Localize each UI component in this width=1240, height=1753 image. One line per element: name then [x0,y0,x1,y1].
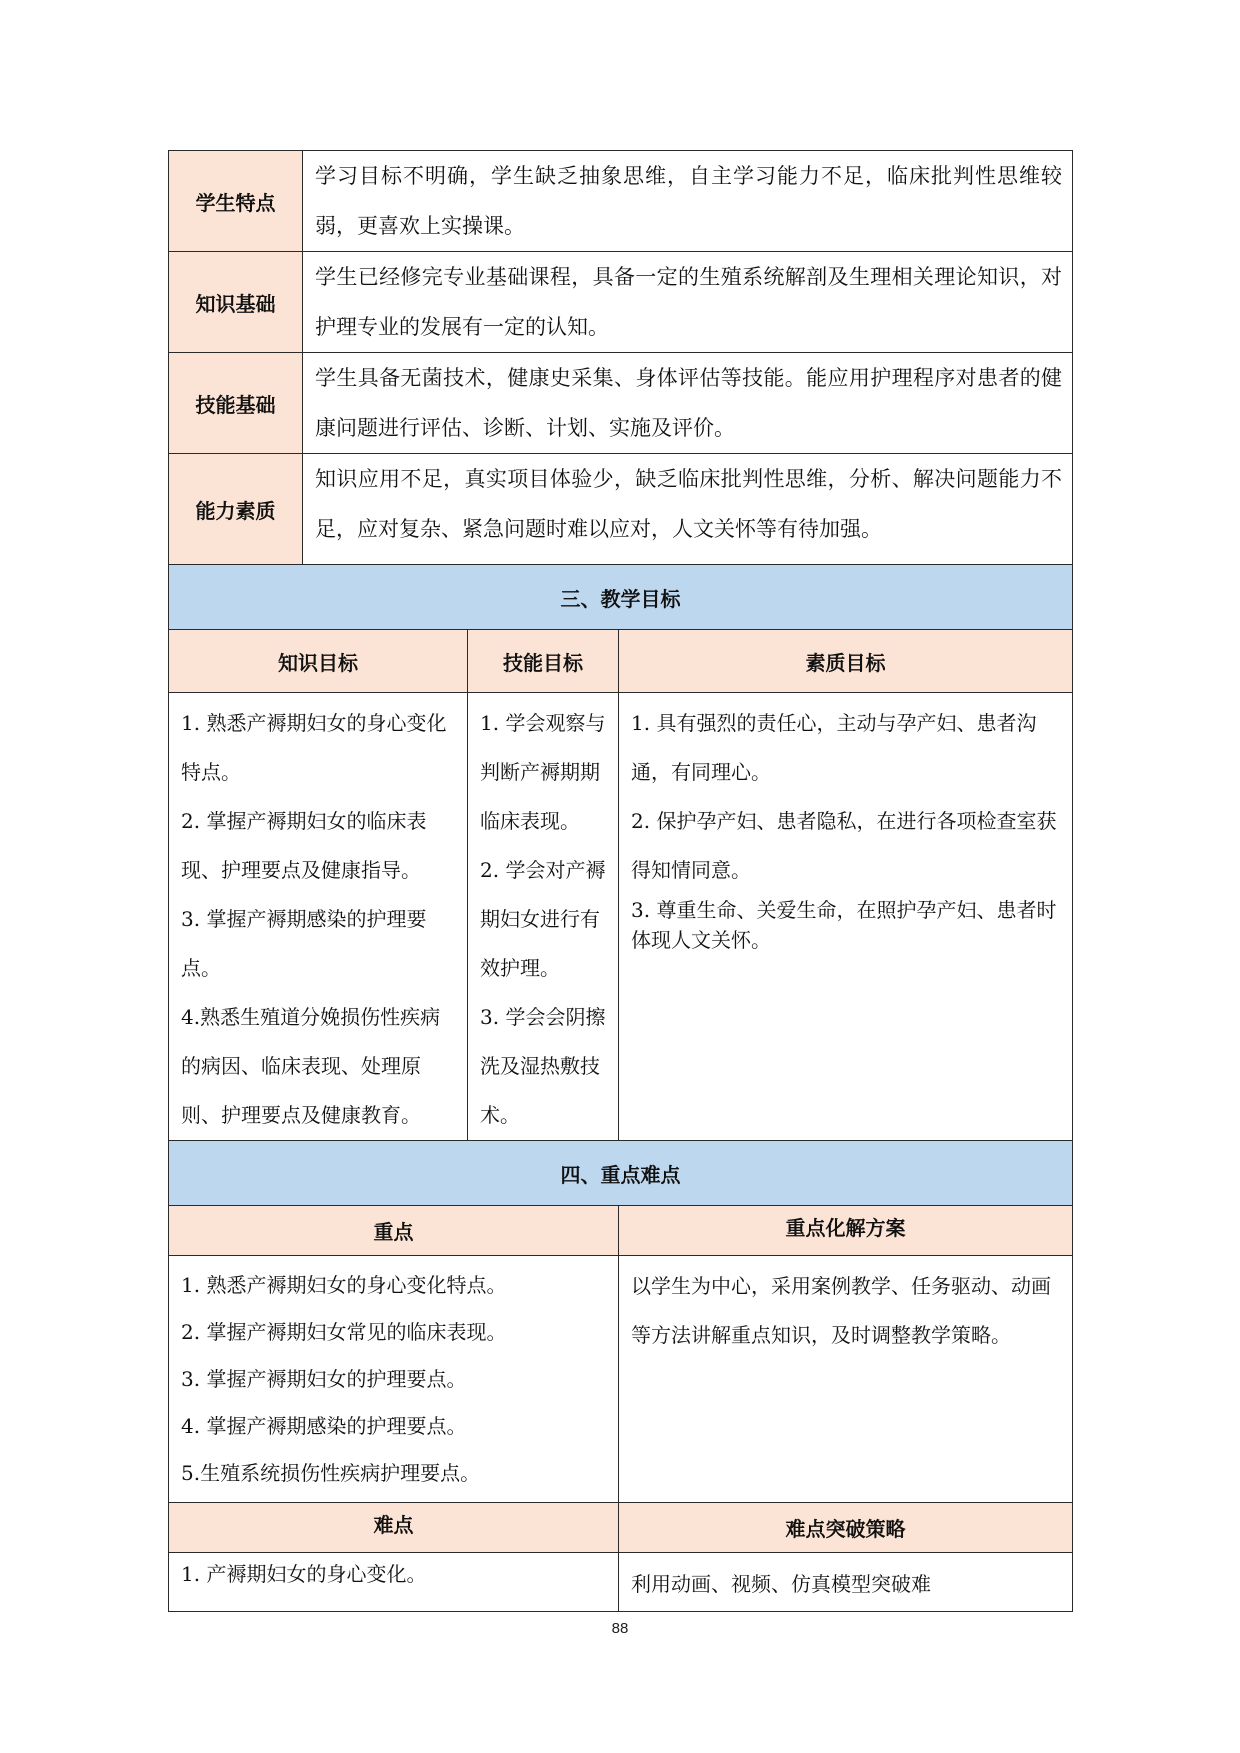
profile-row [169,353,1073,454]
list-item: 3. 掌握产褥期妇女的护理要点。 [181,1367,467,1391]
difficulty-strategy-text: 利用动画、视频、仿真模型突破难 [619,1553,1073,1612]
column-header-difficulty: 难点 [169,1503,619,1553]
section-header-row [169,1141,1073,1206]
list-item: 1. 熟悉产褥期妇女的身心变化特点。 [181,711,447,784]
list-item: 3. 掌握产褥期感染的护理要点。 [181,907,427,980]
list-item: 1. 产褥期妇女的身心变化。 [181,1562,427,1586]
row-label: 能力素质 [169,454,303,565]
key-points-row [169,1256,1073,1503]
key-solution-text: 以学生为中心，采用案例教学、任务驱动、动画等方法讲解重点知识，及时调整教学策略。 [619,1256,1073,1503]
list-item: 2. 掌握产褥期妇女的临床表现、护理要点及健康指导。 [181,809,427,882]
objectives-row [169,693,1073,1141]
list-item: 4.熟悉生殖道分娩损伤性疾病的病因、临床表现、处理原则、护理要点及健康教育。 [181,1005,441,1127]
knowledge-objectives [169,693,468,1141]
column-header-key-points: 重点 [169,1206,619,1256]
objectives-header-row [169,630,1073,693]
row-text: 学生已经修完专业基础课程，具备一定的生殖系统解剖及生理相关理论知识，对护理专业的发展有一定的认知。 [303,252,1073,353]
column-header-knowledge: 知识目标 [169,630,468,693]
key-points-list [169,1256,619,1503]
row-label: 知识基础 [169,252,303,353]
profile-row [169,151,1073,252]
row-label: 技能基础 [169,353,303,454]
row-text: 学生具备无菌技术，健康史采集、身体评估等技能。能应用护理程序对患者的健康问题进行评估、诊断、计划、实施及评价。 [303,353,1073,454]
key-points-header-row [169,1206,1073,1256]
list-item: 1. 熟悉产褥期妇女的身心变化特点。 [181,1273,507,1297]
list-item: 2. 掌握产褥期妇女常见的临床表现。 [181,1320,507,1344]
quality-objectives [619,693,1073,1141]
section-title: 三、教学目标 [169,565,1073,630]
column-header-difficulty-strategy: 难点突破策略 [619,1503,1073,1553]
skill-objectives [468,693,619,1141]
profile-row [169,454,1073,565]
difficulty-header-row [169,1503,1073,1553]
column-header-quality: 素质目标 [619,630,1073,693]
list-item: 2. 保护孕产妇、患者隐私，在进行各项检查室获得知情同意。 [631,809,1057,882]
list-item: 3. 尊重生命、关爱生命，在照护孕产妇、患者时体现人文关怀。 [631,898,1057,952]
difficulty-row [169,1553,1073,1612]
list-item: 1. 具有强烈的责任心，主动与孕产妇、患者沟通，有同理心。 [631,711,1037,784]
list-item: 3. 学会会阴擦洗及湿热敷技术。 [480,1005,606,1127]
profile-row [169,252,1073,353]
list-item: 2. 学会对产褥期妇女进行有效护理。 [480,858,606,980]
page-number: 88 [611,1620,629,1637]
list-item: 1. 学会观察与判断产褥期期临床表现。 [480,711,606,833]
section-title: 四、重点难点 [169,1141,1073,1206]
column-header-skills: 技能目标 [468,630,619,693]
list-item: 5.生殖系统损伤性疾病护理要点。 [181,1461,481,1485]
lesson-plan-table [168,150,1073,1612]
row-text: 学习目标不明确，学生缺乏抽象思维，自主学习能力不足，临床批判性思维较弱，更喜欢上实操课。 [303,151,1073,252]
difficulty-list [169,1553,619,1612]
section-header-row [169,565,1073,630]
column-header-key-solution: 重点化解方案 [619,1206,1073,1256]
row-label: 学生特点 [169,151,303,252]
list-item: 4. 掌握产褥期感染的护理要点。 [181,1414,467,1438]
row-text: 知识应用不足，真实项目体验少，缺乏临床批判性思维，分析、解决问题能力不足，应对复杂、紧急问题时难以应对，人文关怀等有待加强。 [303,454,1073,565]
